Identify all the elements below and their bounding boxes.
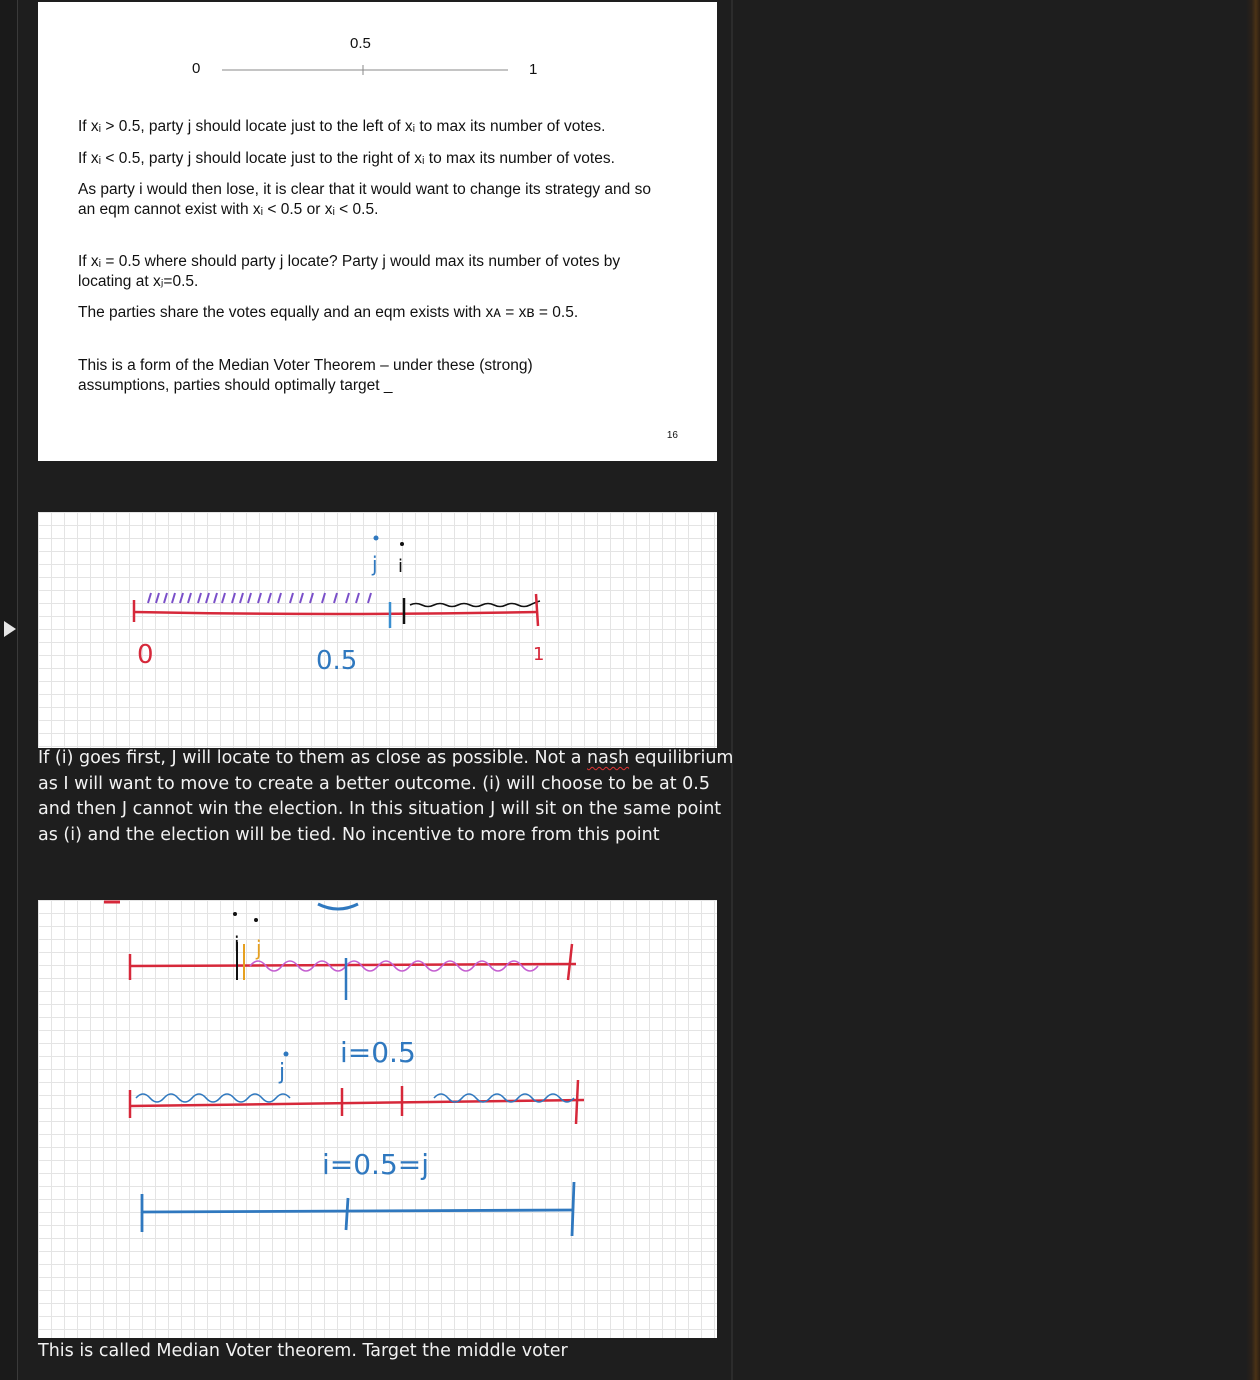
sketch-1-i-label: i xyxy=(398,556,404,577)
sketch-1-drawing xyxy=(38,512,717,748)
slide-paragraph-6: This is a form of the Median Voter Theorem – under these (strong) assumptions, parties should optimally target _ xyxy=(78,357,533,394)
lecture-slide xyxy=(38,2,717,461)
black-squiggle xyxy=(410,601,540,607)
handwritten-sketch-2 xyxy=(38,900,717,1338)
slide-half-label: 0.5 xyxy=(350,35,371,52)
purple-hatching xyxy=(148,593,371,603)
slide-zero-label: 0 xyxy=(192,60,201,77)
slide-number-line xyxy=(222,62,508,78)
left-gutter xyxy=(0,0,18,1380)
red-number-line xyxy=(134,612,538,614)
sketch-2-line-1 xyxy=(130,964,576,966)
sketch-1-one-label: 1 xyxy=(533,644,545,665)
column-divider xyxy=(731,0,733,1380)
window-edge xyxy=(1246,0,1260,1380)
slide-one-label: 1 xyxy=(529,61,538,78)
note-caption-1 xyxy=(38,746,738,848)
caption-1-nash: nash xyxy=(587,748,630,768)
sketch-2-mid-j-label: j xyxy=(279,1060,286,1085)
sketch-1-half-label: 0.5 xyxy=(316,646,358,676)
note-caption-2: This is called Median Voter theorem. Target the middle voter xyxy=(38,1341,568,1361)
sketch-2-top-i-label: i xyxy=(234,932,240,956)
slide-paragraph-3: As party i would then lose, it is clear that it would want to change its strategy and so an eqm cannot exist with xᵢ < 0.5 or xᵢ < 0.5. xyxy=(78,181,651,218)
slide-paragraph-4: If xᵢ = 0.5 where should party j locate? Party j would max its number of votes by locating at xⱼ=0.5. xyxy=(78,253,621,290)
slide-page-number: 16 xyxy=(666,430,678,441)
sketch-2-top-j-label: j xyxy=(256,936,262,960)
sketch-1-zero-label: 0 xyxy=(137,640,154,670)
sketch-2-mid-eq-label: i=0.5 xyxy=(340,1036,416,1069)
sketch-2-drawing xyxy=(38,900,717,1338)
sketch-1-j-label: j xyxy=(372,552,378,576)
expand-arrow-icon[interactable] xyxy=(4,621,16,637)
slide-paragraph-2: If xᵢ < 0.5, party j should locate just to the right of xᵢ to max its number of votes. xyxy=(78,150,615,167)
slide-paragraph-5: The parties share the votes equally and an eqm exists with xᴀ = xʙ = 0.5. xyxy=(78,304,579,321)
handwritten-sketch-1 xyxy=(38,512,717,748)
slide-paragraph-1: If xᵢ > 0.5, party j should locate just to the left of xᵢ to max its number of votes. xyxy=(78,118,606,135)
caption-1-part-1: If (i) goes first, J will locate to them as close as possible. Not a xyxy=(38,748,588,768)
sketch-2-line-3 xyxy=(142,1210,574,1212)
sketch-2-bottom-eq-label: i=0.5=j xyxy=(322,1148,430,1181)
caption-1-part-2: equilibrium as I will want to move to create a better outcome. (i) will choose to be at 0.5 and then J cannot win the election. In this situation J will sit on the same point as (i) and the election will be tied. No incentive to more from this point xyxy=(38,748,734,845)
